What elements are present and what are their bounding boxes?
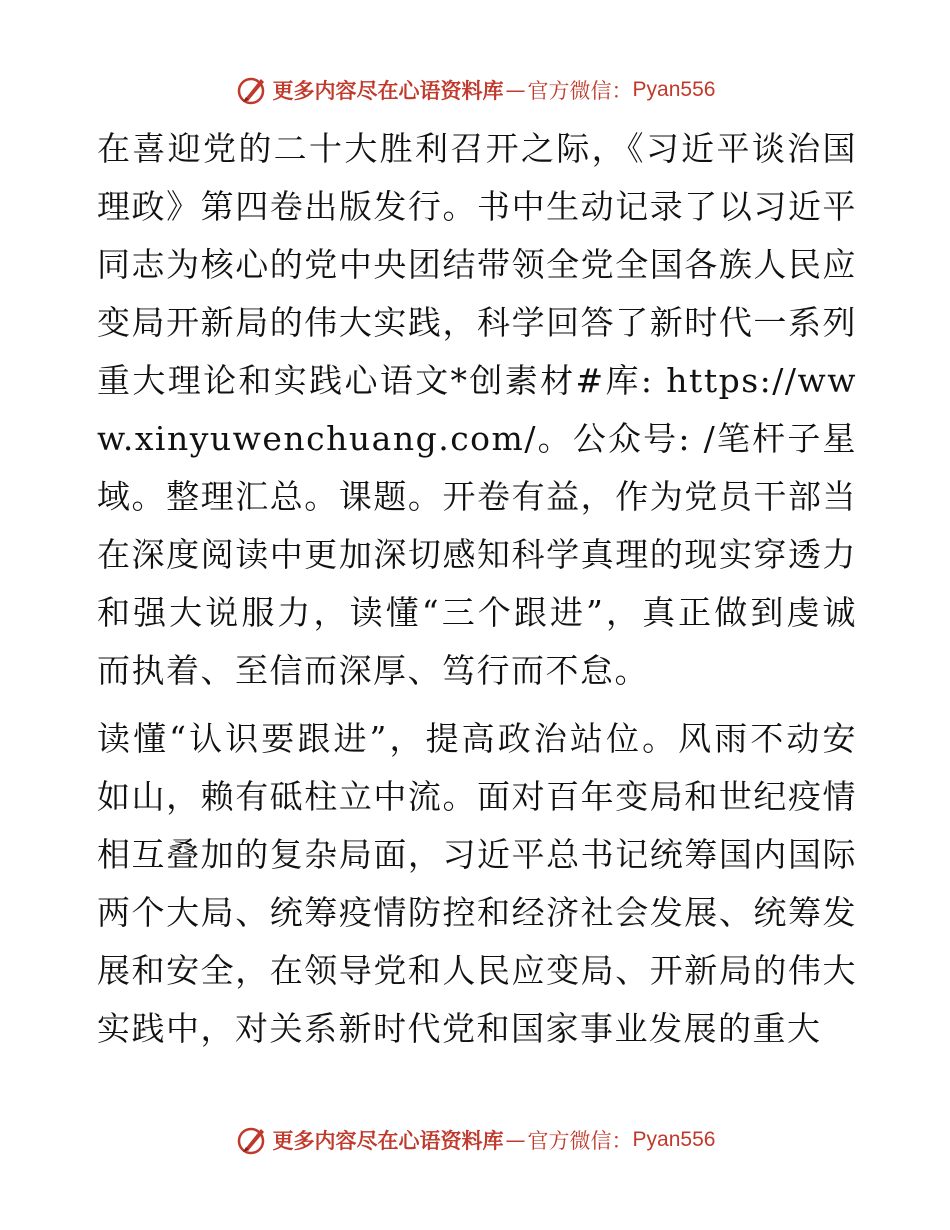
footer-banner <box>0 1120 950 1160</box>
banner-wechat-id: Pyan556 <box>632 78 716 101</box>
document-body <box>97 120 857 1058</box>
header-banner <box>0 70 950 110</box>
paragraph: 在喜迎党的二十大胜利召开之际，《习近平谈治国理政》第四卷出版发行。书中生动记录了以习近平同志为核心的党中央团结带领全党全国各族人民应变局开新局的伟大实践，科学回答了新时代一系列重大理论和实践心语文*创素材#库: https://www.xinyuwenchuang.com/。公众号: /笔杆子星域。整理汇总。课题。开卷有益，作为党员干部当在深度阅读中更加深切感知科学真理的现实穿透力和强大说服力，读懂“三个跟进”，真正做到虔诚而执着、至信而深厚、笃行而不怠。 <box>97 129 857 690</box>
banner-wechat-id: Pyan556 <box>632 1128 716 1151</box>
quill-pen-circle-icon <box>235 1123 269 1157</box>
banner-wechat-label: 官方微信： <box>527 1129 633 1153</box>
banner-dash: — <box>505 78 526 102</box>
quill-pen-circle-icon <box>235 73 269 107</box>
banner-title: 更多内容尽在心语资料库 <box>272 78 504 103</box>
banner-wechat-label: 官方微信： <box>527 79 633 103</box>
banner-title: 更多内容尽在心语资料库 <box>272 1128 504 1153</box>
paragraph: 读懂“认识要跟进”，提高政治站位。风雨不动安如山，赖有砥柱立中流。面对百年变局和世纪疫情相互叠加的复杂局面，习近平总书记统筹国内国际两个大局、统筹疫情防控和经济社会发展、统筹发展和安全，在领导党和人民应变局、开新局的伟大实践中，对关系新时代党和国家事业发展的重大 <box>97 719 857 1048</box>
banner-dash: — <box>505 1128 526 1152</box>
